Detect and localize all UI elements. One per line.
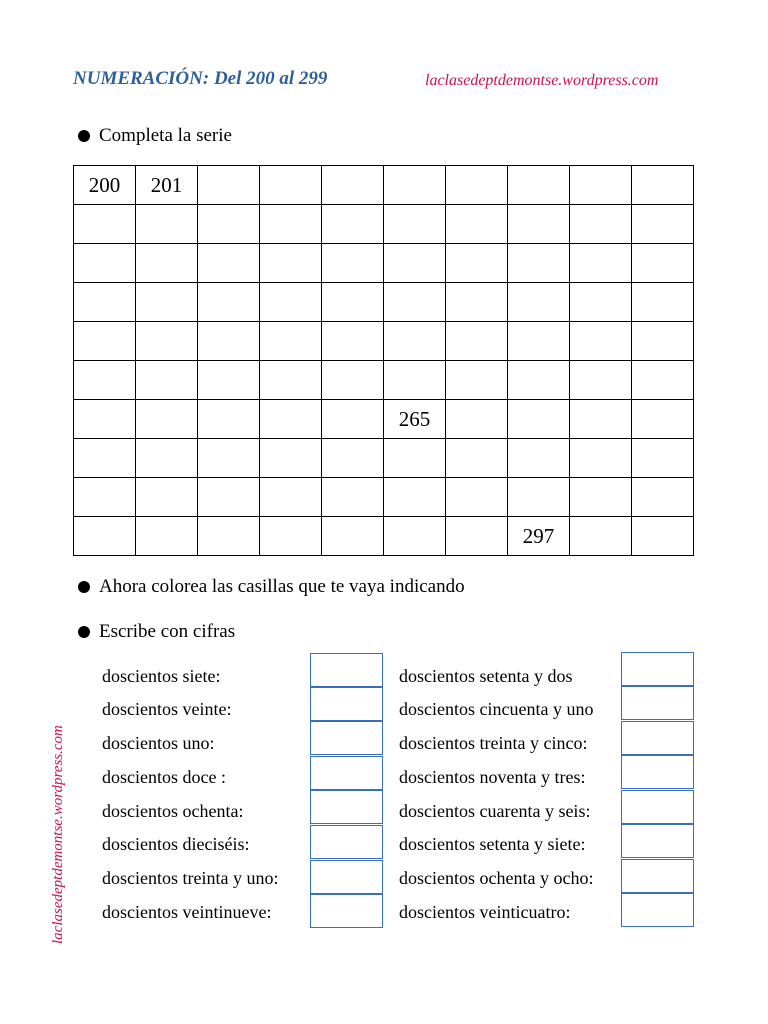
grid-cell[interactable] <box>74 283 136 322</box>
grid-cell[interactable] <box>260 478 322 517</box>
grid-cell[interactable] <box>632 322 694 361</box>
grid-cell[interactable] <box>446 517 508 556</box>
grid-cell[interactable] <box>570 322 632 361</box>
grid-cell[interactable] <box>198 439 260 478</box>
instruction-text: Completa la serie <box>99 125 232 146</box>
grid-cell[interactable] <box>446 205 508 244</box>
grid-cell[interactable] <box>198 283 260 322</box>
grid-row <box>74 283 694 322</box>
grid-cell[interactable] <box>632 400 694 439</box>
grid-cell[interactable] <box>446 322 508 361</box>
grid-cell[interactable] <box>446 361 508 400</box>
website-link[interactable]: laclasedeptdemontse.wordpress.com <box>425 72 659 89</box>
grid-cell[interactable] <box>260 244 322 283</box>
grid-cell[interactable] <box>260 166 322 205</box>
grid-cell[interactable] <box>198 517 260 556</box>
grid-cell[interactable] <box>136 439 198 478</box>
right-answer-box[interactable] <box>621 686 694 720</box>
left-answer-box[interactable] <box>310 756 383 790</box>
instruction-color-cells <box>78 576 465 598</box>
left-answer-box[interactable] <box>310 825 383 859</box>
grid-row <box>74 244 694 283</box>
side-website-text: laclasedeptdemontse.wordpress.com <box>50 725 66 944</box>
grid-cell[interactable] <box>74 244 136 283</box>
right-answer-box[interactable] <box>621 721 694 755</box>
grid-cell[interactable] <box>136 361 198 400</box>
left-answer-box[interactable] <box>310 687 383 721</box>
right-number-word: doscientos cuarenta y seis: <box>399 801 591 821</box>
left-number-word: doscientos uno: <box>102 733 215 753</box>
right-number-word: doscientos setenta y siete: <box>399 834 586 854</box>
grid-cell[interactable] <box>260 205 322 244</box>
grid-cell[interactable] <box>632 205 694 244</box>
right-answer-box[interactable] <box>621 652 694 686</box>
grid-cell[interactable] <box>384 478 446 517</box>
grid-cell[interactable] <box>446 400 508 439</box>
grid-cell[interactable] <box>384 439 446 478</box>
grid-cell[interactable] <box>260 400 322 439</box>
grid-cell[interactable] <box>136 400 198 439</box>
grid-cell[interactable] <box>570 361 632 400</box>
grid-cell[interactable] <box>260 361 322 400</box>
grid-cell[interactable] <box>446 166 508 205</box>
grid-row <box>74 322 694 361</box>
grid-cell[interactable] <box>74 439 136 478</box>
grid-cell[interactable] <box>136 283 198 322</box>
grid-row <box>74 478 694 517</box>
grid-cell[interactable]: 201 <box>136 166 198 205</box>
left-answer-box[interactable] <box>310 894 383 928</box>
grid-cell[interactable] <box>384 517 446 556</box>
grid-cell[interactable] <box>508 205 570 244</box>
grid-cell[interactable] <box>74 478 136 517</box>
grid-cell[interactable] <box>632 244 694 283</box>
grid-cell[interactable] <box>322 517 384 556</box>
right-answer-box[interactable] <box>621 893 694 927</box>
grid-cell[interactable] <box>322 400 384 439</box>
number-grid <box>73 165 694 556</box>
grid-cell[interactable] <box>632 439 694 478</box>
left-number-word: doscientos veinte: <box>102 699 232 719</box>
left-answer-box[interactable] <box>310 860 383 894</box>
right-number-word: doscientos ochenta y ocho: <box>399 868 594 888</box>
left-number-word: doscientos ochenta: <box>102 801 244 821</box>
grid-cell[interactable] <box>74 205 136 244</box>
grid-cell[interactable] <box>508 322 570 361</box>
grid-cell[interactable] <box>446 439 508 478</box>
right-answer-box[interactable] <box>621 824 694 858</box>
grid-cell[interactable] <box>632 166 694 205</box>
grid-cell[interactable] <box>508 439 570 478</box>
grid-cell[interactable] <box>570 205 632 244</box>
left-number-word: doscientos doce : <box>102 767 226 787</box>
grid-cell[interactable] <box>446 244 508 283</box>
grid-cell[interactable] <box>384 322 446 361</box>
grid-cell[interactable] <box>508 244 570 283</box>
left-number-word: doscientos treinta y uno: <box>102 868 279 888</box>
left-number-word: doscientos siete: <box>102 666 221 686</box>
grid-cell[interactable] <box>198 244 260 283</box>
grid-cell[interactable] <box>74 322 136 361</box>
right-answer-box[interactable] <box>621 755 694 789</box>
grid-cell[interactable] <box>570 400 632 439</box>
left-answer-box[interactable] <box>310 721 383 755</box>
grid-cell[interactable] <box>508 283 570 322</box>
grid-cell[interactable] <box>570 439 632 478</box>
grid-cell[interactable] <box>136 478 198 517</box>
grid-cell[interactable] <box>198 322 260 361</box>
grid-row <box>74 517 694 556</box>
right-number-word: doscientos cincuenta y uno <box>399 699 594 719</box>
bullet-icon <box>78 581 90 593</box>
grid-row <box>74 166 694 205</box>
instruction-complete-series <box>78 125 232 147</box>
right-answer-box[interactable] <box>621 859 694 893</box>
grid-cell[interactable]: 200 <box>74 166 136 205</box>
grid-cell[interactable] <box>260 322 322 361</box>
grid-cell[interactable] <box>446 478 508 517</box>
right-number-word: doscientos noventa y tres: <box>399 767 586 787</box>
grid-cell[interactable] <box>508 478 570 517</box>
grid-cell[interactable] <box>384 166 446 205</box>
grid-cell[interactable] <box>384 283 446 322</box>
grid-row <box>74 361 694 400</box>
grid-cell[interactable] <box>322 244 384 283</box>
grid-cell[interactable] <box>508 400 570 439</box>
instruction-write-digits <box>78 621 235 643</box>
grid-cell[interactable] <box>322 283 384 322</box>
grid-cell[interactable] <box>384 361 446 400</box>
right-number-word: doscientos veinticuatro: <box>399 902 571 922</box>
grid-cell[interactable] <box>570 166 632 205</box>
grid-cell[interactable] <box>570 283 632 322</box>
left-answer-box[interactable] <box>310 790 383 824</box>
grid-cell[interactable] <box>632 283 694 322</box>
right-number-word: doscientos setenta y dos <box>399 666 573 686</box>
grid-cell[interactable] <box>570 517 632 556</box>
grid-cell[interactable] <box>74 361 136 400</box>
grid-row <box>74 439 694 478</box>
left-answer-box[interactable] <box>310 653 383 687</box>
instruction-text: Escribe con cifras <box>99 621 236 642</box>
grid-cell[interactable]: 265 <box>384 400 446 439</box>
grid-cell[interactable] <box>198 478 260 517</box>
grid-cell[interactable] <box>632 361 694 400</box>
grid-cell[interactable] <box>322 478 384 517</box>
grid-cell[interactable] <box>74 400 136 439</box>
grid-cell[interactable] <box>384 205 446 244</box>
grid-cell[interactable] <box>260 439 322 478</box>
grid-cell[interactable] <box>322 361 384 400</box>
grid-cell[interactable] <box>632 478 694 517</box>
right-answer-box[interactable] <box>621 790 694 824</box>
page-title: NUMERACIÓN: Del 200 al 299 <box>73 68 328 89</box>
grid-cell[interactable] <box>198 205 260 244</box>
grid-cell[interactable] <box>570 478 632 517</box>
grid-cell[interactable] <box>508 361 570 400</box>
grid-cell[interactable] <box>198 400 260 439</box>
left-number-word: doscientos dieciséis: <box>102 834 250 854</box>
grid-cell[interactable] <box>508 166 570 205</box>
bullet-icon <box>78 626 90 638</box>
grid-row <box>74 205 694 244</box>
grid-cell[interactable] <box>322 166 384 205</box>
grid-cell[interactable] <box>632 517 694 556</box>
grid-cell[interactable] <box>260 517 322 556</box>
left-number-word: doscientos veintinueve: <box>102 902 272 922</box>
grid-cell[interactable] <box>260 283 322 322</box>
grid-cell[interactable] <box>570 244 632 283</box>
grid-cell[interactable]: 297 <box>508 517 570 556</box>
grid-cell[interactable] <box>136 205 198 244</box>
grid-cell[interactable] <box>136 244 198 283</box>
grid-cell[interactable] <box>198 361 260 400</box>
bullet-icon <box>78 130 90 142</box>
grid-cell[interactable] <box>136 517 198 556</box>
grid-cell[interactable] <box>322 322 384 361</box>
instruction-text: Ahora colorea las casillas que te vaya indicando <box>99 576 465 597</box>
grid-cell[interactable] <box>384 244 446 283</box>
right-number-word: doscientos treinta y cinco: <box>399 733 588 753</box>
grid-cell[interactable] <box>198 166 260 205</box>
grid-cell[interactable] <box>446 283 508 322</box>
grid-cell[interactable] <box>136 322 198 361</box>
grid-cell[interactable] <box>322 205 384 244</box>
grid-cell[interactable] <box>74 517 136 556</box>
grid-row <box>74 400 694 439</box>
grid-cell[interactable] <box>322 439 384 478</box>
